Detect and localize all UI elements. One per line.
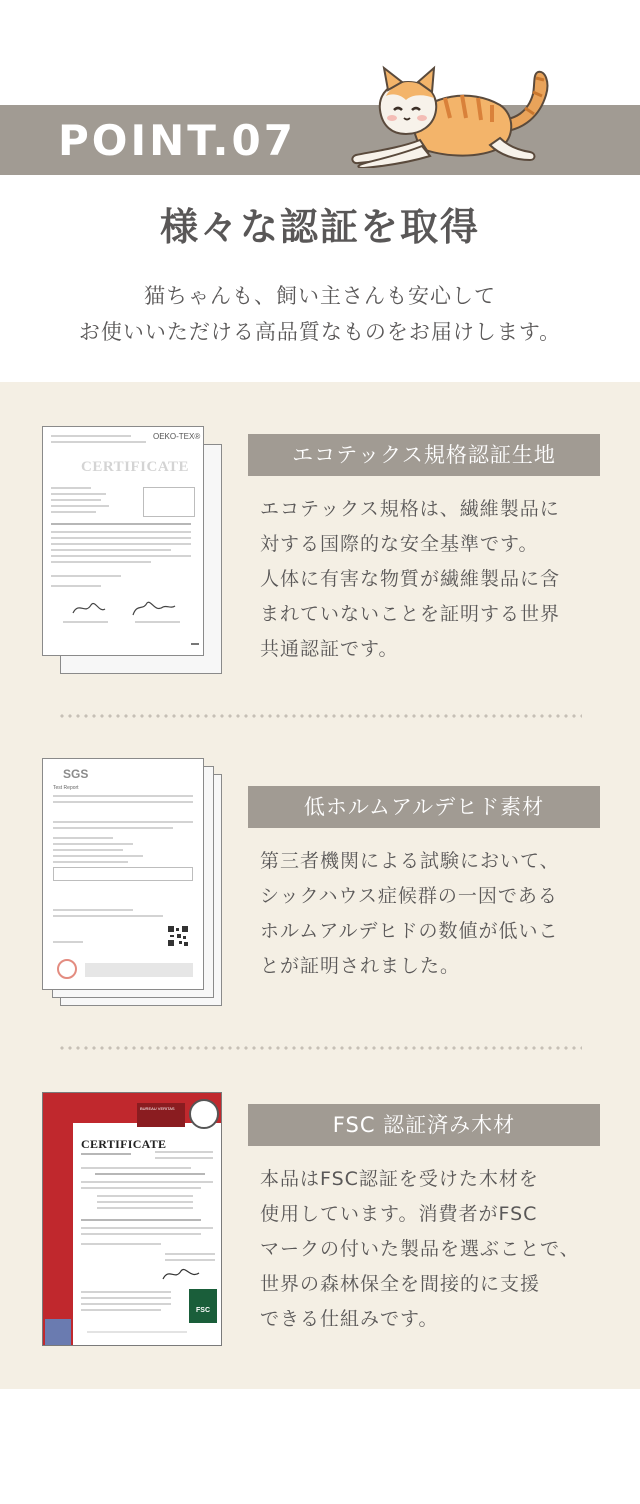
desc-line: マークの付いた製品を選ぶことで、 <box>260 1238 580 1260</box>
desc-line: 本品はFSC認証を受けた木材を <box>260 1168 539 1190</box>
signature-icon <box>71 597 181 619</box>
intro-line-1: 猫ちゃんも、飼い主さんも安心して <box>144 284 496 308</box>
fsc-heading: CERTIFICATE <box>81 1137 167 1151</box>
page-title: 様々な認証を取得 <box>159 205 480 249</box>
signature-icon <box>161 1265 201 1283</box>
qr-code-icon <box>167 925 189 947</box>
desc-line: とが証明されました。 <box>260 955 461 977</box>
fsc-logo-icon: FSC <box>189 1289 217 1323</box>
fsc-red-border <box>43 1093 73 1346</box>
dotted-divider <box>58 1046 582 1050</box>
desc-line: できる仕組みです。 <box>260 1308 439 1330</box>
desc-line: 共通認証です。 <box>260 638 399 660</box>
bureau-veritas-badge: BUREAU VERITAS <box>137 1103 185 1127</box>
sgs-brand: SGS <box>63 767 89 781</box>
desc-line: エコテックス規格は、繊維製品に <box>260 498 560 520</box>
sgs-report-image <box>42 758 204 990</box>
desc-line: シックハウス症候群の一因である <box>260 885 558 907</box>
sgs-result-table <box>53 867 193 881</box>
desc-low-formaldehyde <box>260 844 600 984</box>
oeko-tex-heading: CERTIFICATE <box>81 459 190 475</box>
oeko-tex-brand: OEKO-TEX® <box>153 432 201 441</box>
desc-line: 世界の森林保全を間接的に支援 <box>260 1273 541 1295</box>
intro-line-2: お使いいただける高品質なものをお届けします。 <box>78 320 562 344</box>
desc-fsc <box>260 1162 600 1337</box>
oeko-tex-certificate-image <box>42 426 204 656</box>
oeko-tex-label-box <box>143 487 195 517</box>
intro-text <box>0 278 640 350</box>
desc-line: 第三者機関による試験において、 <box>260 850 560 872</box>
sgs-heading: Test Report <box>53 785 79 791</box>
desc-line: 人体に有害な物質が繊維製品に含 <box>260 568 561 590</box>
dotted-divider <box>58 714 582 718</box>
desc-line: 使用しています。消費者がFSC <box>260 1203 538 1225</box>
label-oeko-tex: エコテックス規格認証生地 <box>248 434 600 476</box>
bureau-veritas-seal <box>189 1099 219 1129</box>
desc-line: 対する国際的な安全基準です。 <box>260 533 539 555</box>
fsc-corner-emblem <box>45 1319 71 1345</box>
cat-illustration <box>350 60 565 168</box>
desc-oeko-tex <box>260 492 600 667</box>
sgs-seal <box>57 959 77 979</box>
fsc-certificate-image <box>42 1092 222 1346</box>
label-low-formaldehyde: 低ホルムアルデヒド素材 <box>248 786 600 828</box>
desc-line: まれていないことを証明する世界 <box>260 603 561 625</box>
point-label: POINT.07 <box>58 116 296 165</box>
desc-line: ホルムアルデヒドの数値が低いこ <box>260 920 559 942</box>
label-fsc: FSC 認証済み木材 <box>248 1104 600 1146</box>
